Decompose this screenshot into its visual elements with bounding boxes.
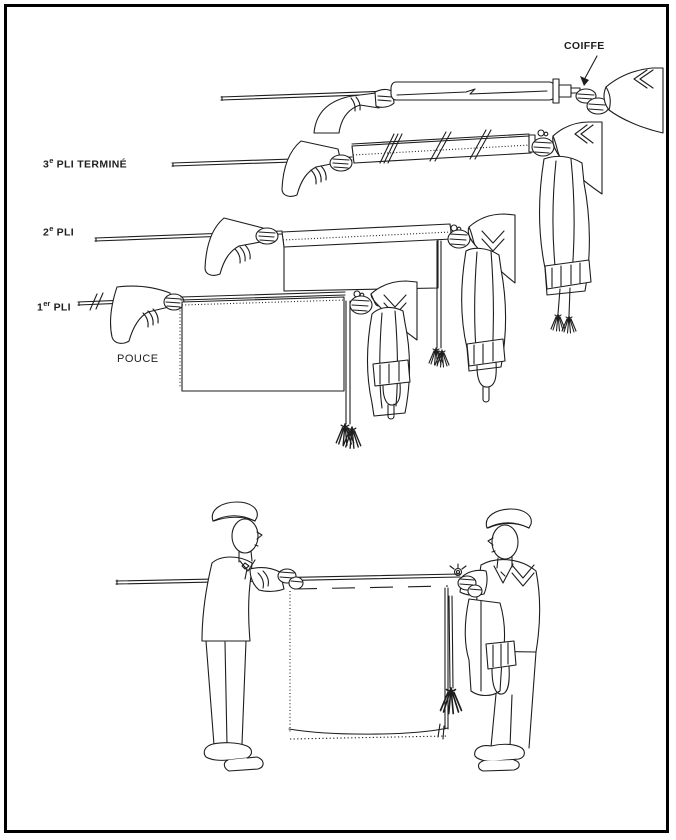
label-coiffe: COIFFE: [564, 40, 605, 52]
soldier-right: [450, 509, 540, 771]
label-fold2: 2e PLI: [43, 224, 75, 239]
label-fold3: 3e PLI TERMINÉ: [43, 156, 127, 171]
scene-presentation: [116, 502, 540, 771]
coiffe-arrow: [580, 56, 597, 86]
label-fold1: 1er PLI: [37, 299, 71, 314]
label-pouce: POUCE: [117, 353, 159, 365]
hanging-flag: [289, 586, 462, 739]
soldier-left: [202, 502, 303, 771]
